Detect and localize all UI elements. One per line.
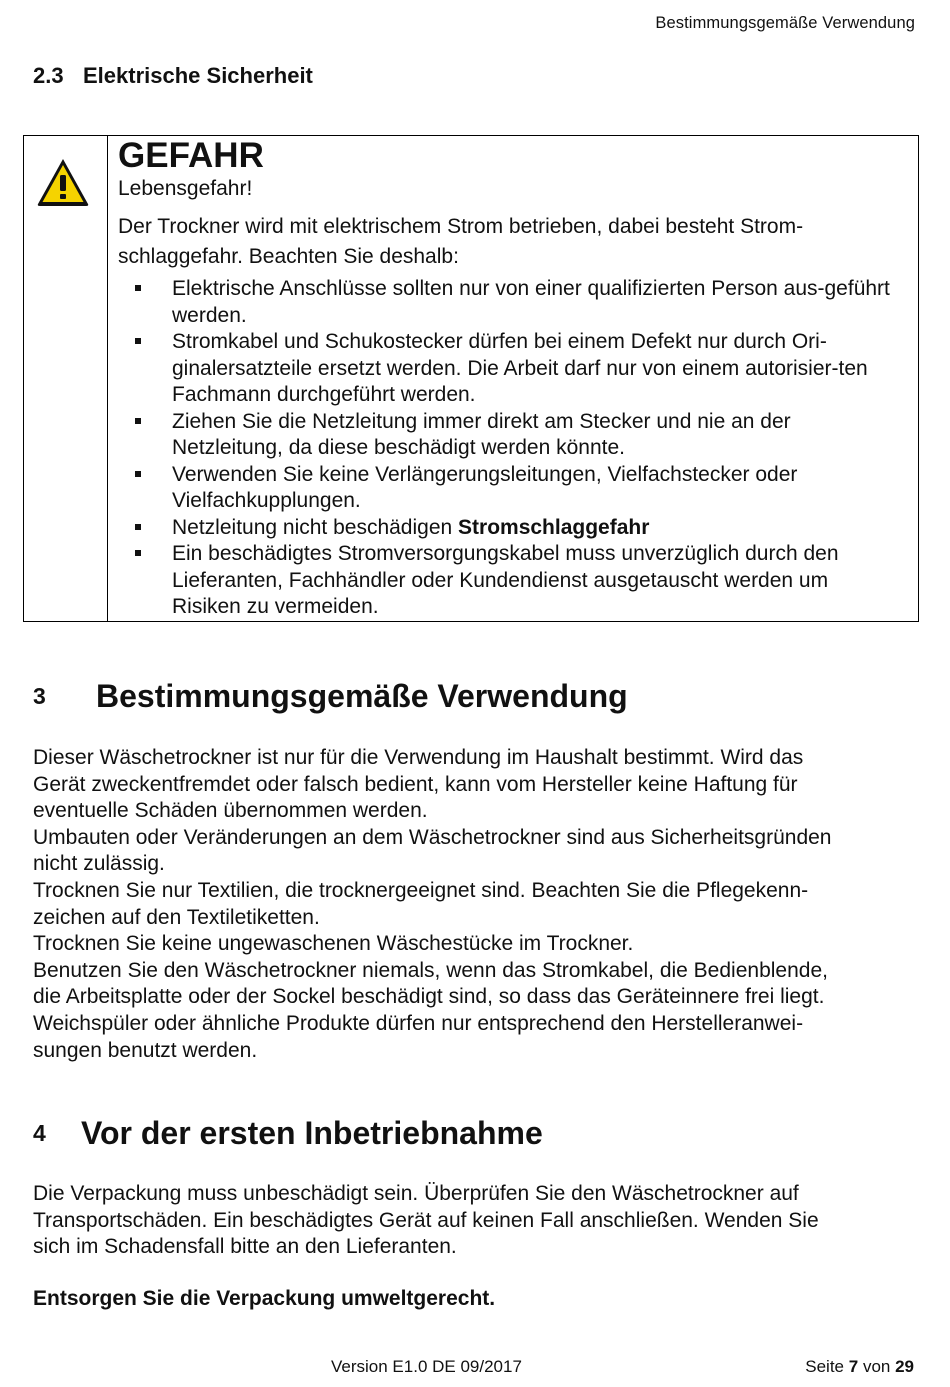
body-line: Trocknen Sie keine ungewaschenen Wäschestücke im Trockner. xyxy=(33,932,634,956)
bullet-text: Ein beschädigtes Stromversorgungskabel muss unverzüglich durch den Lieferanten, Fachhändler oder Kundendienst ausgetauscht werden um Risiken zu vermeiden. xyxy=(172,542,839,618)
section-title: Elektrische Sicherheit xyxy=(83,63,313,88)
body-line: Dieser Wäschetrockner ist nur für die Verwendung im Haushalt bestimmt. Wird das xyxy=(33,746,804,769)
body-line: sungen benutzt werden. xyxy=(33,1038,258,1062)
bullet-square-icon xyxy=(135,524,141,530)
section-title: Vor der ersten Inbetriebnahme xyxy=(81,1115,543,1151)
section-number: 2.3 xyxy=(33,63,64,88)
bullet-square-icon xyxy=(135,338,141,344)
bullet-item xyxy=(118,515,902,542)
footer-version: Version E1.0 DE 09/2017 xyxy=(331,1357,522,1376)
section-3-heading xyxy=(33,678,628,715)
page-current: 7 xyxy=(848,1357,859,1376)
bullet-square-icon xyxy=(135,285,141,291)
body-line: nicht zulässig. xyxy=(33,852,165,876)
footer-page-number xyxy=(805,1357,914,1377)
danger-bullet-list xyxy=(118,276,906,621)
bullet-text: Verwenden Sie keine Verlängerungsleitungen, Vielfachstecker oder Vielfachkupplungen. xyxy=(172,462,798,512)
body-line: die Arbeitsplatte oder der Sockel beschädigt sind, so dass das Geräteinnere frei liegt. xyxy=(33,985,825,1009)
body-line: Transportschäden. Ein beschädigtes Gerät auf keinen Fall anschließen. Wenden Sie xyxy=(33,1208,819,1232)
page-total: 29 xyxy=(895,1357,914,1376)
warning-triangle-icon xyxy=(35,156,91,208)
section-4-body xyxy=(33,1181,913,1261)
body-line: Weichspüler oder ähnliche Produkte dürfen nur entsprechend den Herstelleranwei- xyxy=(33,1011,804,1035)
danger-intro xyxy=(118,212,888,272)
bullet-item xyxy=(118,329,902,409)
section-number: 3 xyxy=(33,683,46,709)
section-number: 4 xyxy=(33,1120,46,1146)
bullet-square-icon xyxy=(135,418,141,424)
danger-box-divider xyxy=(107,136,108,621)
danger-box xyxy=(23,135,919,622)
running-header: Bestimmungsgemäße Verwendung xyxy=(655,14,915,32)
disposal-note: Entsorgen Sie die Verpackung umweltgerecht. xyxy=(33,1287,496,1310)
body-line: Gerät zweckentfremdet oder falsch bedient, kann vom Hersteller keine Haftung für xyxy=(33,772,798,796)
signal-word: GEFAHR xyxy=(118,136,264,175)
bullet-item xyxy=(118,541,902,621)
section-title: Bestimmungsgemäße Verwendung xyxy=(96,678,628,714)
section-2-3-heading xyxy=(33,63,313,89)
danger-intro-line: schlaggefahr. Beachten Sie deshalb: xyxy=(118,245,459,268)
page-prefix: Seite xyxy=(805,1357,849,1376)
bullet-text: Stromkabel und Schukostecker dürfen bei einem Defekt nur durch Ori-ginalersatzteile ersetzt werden. Die Arbeit darf nur von einem autorisier-ten Fachmann durchgeführt werden. xyxy=(172,330,868,406)
danger-intro-line: Der Trockner wird mit elektrischem Strom betrieben, dabei besteht Strom- xyxy=(118,215,804,238)
body-line: Trocknen Sie nur Textilien, die trocknergeeignet sind. Beachten Sie die Pflegekenn- xyxy=(33,878,809,902)
bullet-text: Ziehen Sie die Netzleitung immer direkt am Stecker und nie an der Netzleitung, da diese beschädigt werden könnte. xyxy=(172,409,791,459)
section-4-heading xyxy=(33,1115,543,1152)
body-line: sich im Schadensfall bitte an den Lieferanten. xyxy=(33,1235,457,1259)
bullet-item xyxy=(118,276,902,329)
bullet-square-icon xyxy=(135,550,141,556)
bullet-item xyxy=(118,462,902,515)
body-line: Benutzen Sie den Wäschetrockner niemals, wenn das Stromkabel, die Bedienblende, xyxy=(33,958,828,982)
bullet-emphasis: Stromschlaggefahr xyxy=(458,515,650,539)
section-3-body xyxy=(33,745,913,1064)
body-line: Die Verpackung muss unbeschädigt sein. Überprüfen Sie den Wäschetrockner auf xyxy=(33,1182,799,1205)
body-line: eventuelle Schäden übernommen werden. xyxy=(33,799,428,823)
page-mid: von xyxy=(858,1357,896,1376)
body-line: Umbauten oder Veränderungen an dem Wäschetrockner sind aus Sicherheitsgründen xyxy=(33,825,832,849)
bullet-text: Netzleitung nicht beschädigen xyxy=(172,515,459,539)
danger-subtitle: Lebensgefahr! xyxy=(118,177,253,200)
danger-content xyxy=(118,136,906,621)
bullet-square-icon xyxy=(135,471,141,477)
bullet-text: Elektrische Anschlüsse sollten nur von einer qualifizierten Person aus-geführt werden. xyxy=(172,277,890,327)
body-line: zeichen auf den Textiletiketten. xyxy=(33,905,320,929)
bullet-item xyxy=(118,409,902,462)
